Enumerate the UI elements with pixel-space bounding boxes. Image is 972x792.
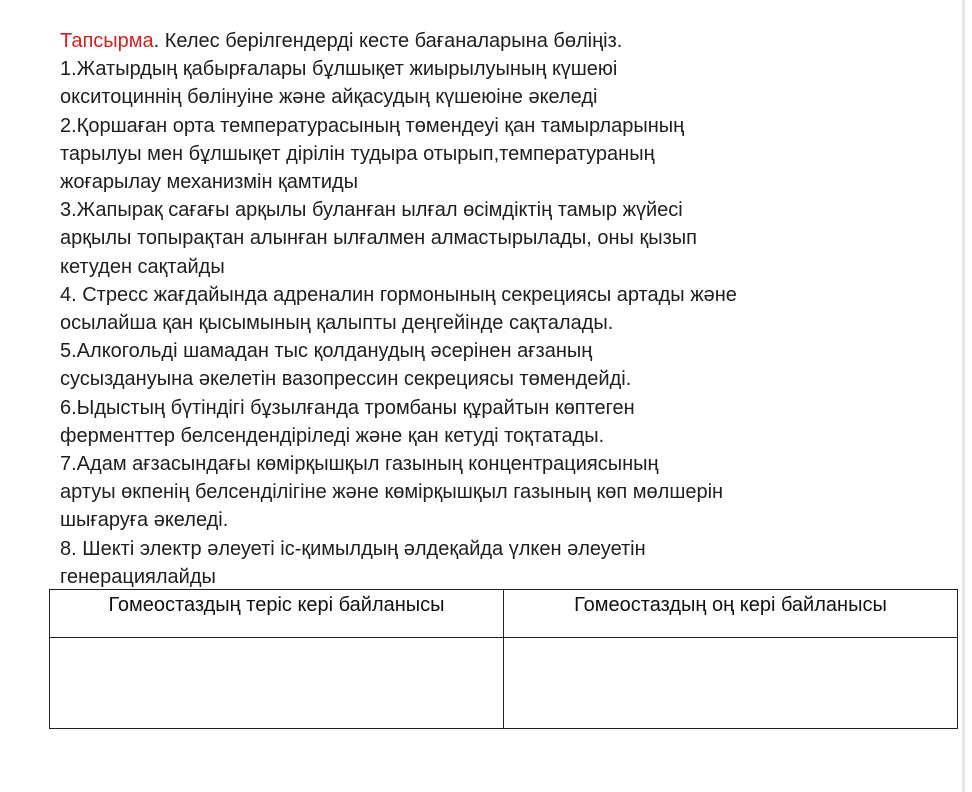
item-line: шығаруға әкеледі.: [60, 509, 229, 532]
list-item: [60, 196, 940, 281]
item-line: кетуден сақтайды: [60, 255, 225, 278]
list-item: [60, 55, 940, 111]
list-item: [60, 535, 940, 591]
item-line: 7.Адам ағзасындағы көмірқышқыл газының концентрациясының: [60, 453, 659, 476]
item-line: 4. Стресс жағдайында адреналин гормонының секрециясы артады және: [60, 283, 737, 306]
item-line: жоғарылау механизмін қамтиды: [60, 171, 359, 194]
table-row: [50, 638, 958, 729]
table-header-row: [50, 590, 958, 638]
item-line: сусыздануына әкелетін вазопрессин секрециясы төмендейді.: [60, 368, 632, 391]
feedback-table: [49, 589, 958, 729]
list-item: [60, 112, 940, 197]
task-block: [60, 27, 940, 591]
item-line: 6.Ыдыстың бүтіндігі бұзылғанда тромбаны құрайтын көптеген: [60, 396, 635, 419]
header-negative-feedback: Гомеостаздың теріс кері байланысы: [50, 590, 504, 638]
item-line: осылайша қан қысымының қалыпты деңгейінде сақталады.: [60, 312, 614, 335]
list-item: [60, 337, 940, 393]
item-line: 5.Алкогольді шамадан тыс қолданудың әсерінен ағзаның: [60, 340, 593, 363]
item-line: артуы өкпенің белсенділігіне және көмірқышқыл газының көп мөлшерін: [60, 481, 724, 504]
list-item: [60, 394, 940, 450]
page-right-edge: [962, 0, 965, 792]
task-instruction: . Келес берілгендерді кесте бағаналарына бөліңіз.: [153, 30, 623, 52]
item-line: окситоциннің бөлінуіне және айқасудың күшеюіне әкеледі: [60, 86, 598, 109]
list-item: [60, 450, 940, 535]
header-positive-feedback: Гомеостаздың оң кері байланысы: [504, 590, 958, 638]
item-line: 3.Жапырақ сағағы арқылы буланған ылғал өсімдіктің тамыр жүйесі: [60, 199, 683, 222]
item-line: 8. Шекті электр әлеуеті іс-қимылдың әлдеқайда үлкен әлеуетін: [60, 537, 646, 560]
cell-positive-feedback[interactable]: [504, 638, 958, 729]
list-item: [60, 281, 940, 337]
item-line: генерациялайды: [60, 565, 216, 588]
item-line: ферменттер белсендендіріледі және қан кетуді тоқтатады.: [60, 424, 605, 447]
item-line: тарылуы мен бұлшықет дірілін тудыра отырып,температураның: [60, 142, 655, 165]
item-line: 2.Қоршаған орта температурасының төмендеуі қан тамырларының: [60, 114, 685, 137]
item-line: 1.Жатырдың қабырғалары бұлшықет жиырылуының күшеюі: [60, 58, 618, 81]
task-label: Тапсырма: [60, 30, 154, 52]
item-line: арқылы топырақтан алынған ылғалмен алмастырылады, оны қызып: [60, 227, 697, 250]
cell-negative-feedback[interactable]: [50, 638, 504, 729]
task-title: [60, 27, 940, 55]
